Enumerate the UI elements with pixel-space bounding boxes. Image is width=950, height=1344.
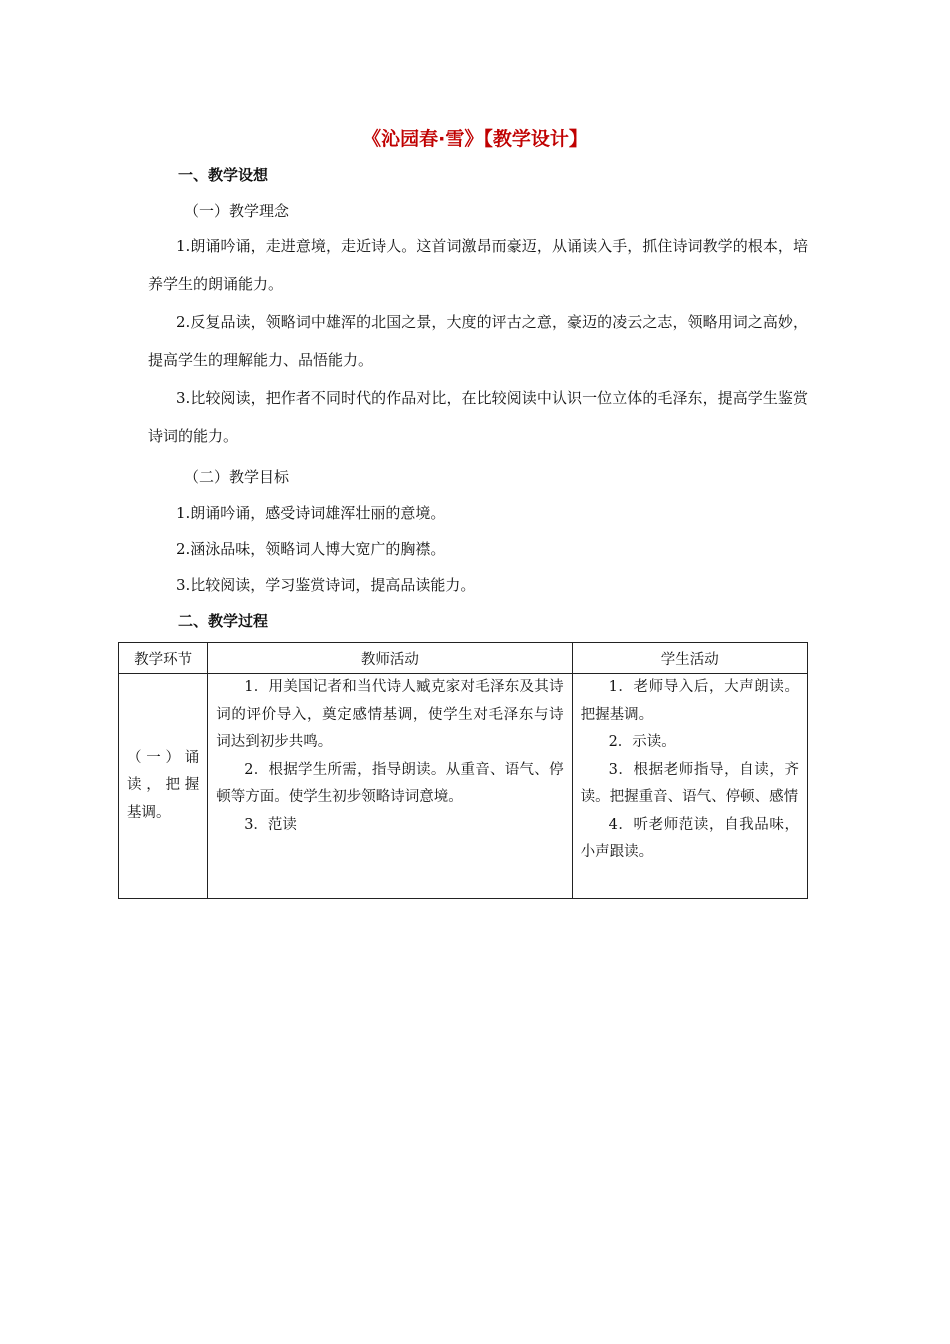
student-activity-line: 2．示读。 [608,734,676,750]
header-teacher-activity: 教师活动 [208,643,572,674]
stage-cell: （一）诵读，把握基调。 [119,674,208,899]
paragraph-philosophy-3: 3.比较阅读，把作者不同时代的作品对比，在比较阅读中认识一位立体的毛泽东，提高学生鉴赏诗词的能力。 [148,389,808,445]
objective-item-3: 3.比较阅读，学习鉴赏诗词，提高品读能力。 [176,576,476,594]
teacher-activity-cell [208,674,572,899]
student-activity-line: 1．老师导入后，大声朗读。把握基调。 [580,679,799,723]
teacher-activity-line: 2．根据学生所需，指导朗读。从重音、语气、停顿等方面。使学生初步领略诗词意境。 [216,761,564,805]
teaching-process-table [118,642,808,899]
objective-item-1: 1.朗诵吟诵，感受诗词雄浑壮丽的意境。 [176,504,446,522]
paragraph-philosophy-2: 2.反复品读，领略词中雄浑的北国之景，大度的评古之意，豪迈的凌云之志，领略用词之高妙，提高学生的理解能力、品悟能力。 [148,313,808,369]
paragraph-philosophy-1: 1.朗诵吟诵，走进意境，走近诗人。这首词激昂而豪迈，从诵读入手，抓住诗词教学的根本，培养学生的朗诵能力。 [148,237,808,293]
section-heading-process: 二、教学过程 [178,612,269,630]
table-row [119,674,808,899]
header-student-activity: 学生活动 [572,643,807,674]
table-header-row [119,643,808,674]
teacher-activity-line: 3．范读 [244,816,297,833]
objective-item-2: 2.涵泳品味，领略词人博大宽广的胸襟。 [176,540,446,558]
student-activity-line: 4．听老师范读，自我品味，小声跟读。 [580,816,799,860]
teacher-activity-line: 1．用美国记者和当代诗人臧克家对毛泽东及其诗词的评价导入，奠定感情基调，使学生对毛泽东与诗词达到初步共鸣。 [216,679,564,750]
subheading-philosophy: （一）教学理念 [184,202,290,220]
header-stage: 教学环节 [119,643,208,674]
document-title: 《沁园春·雪》【教学设计】 [362,128,588,150]
student-activity-cell [572,674,807,899]
subheading-objectives: （二）教学目标 [184,468,290,486]
student-activity-line: 3．根据老师指导，自读，齐读。把握重音、语气、停顿、感情 [580,761,799,805]
section-heading-design: 一、教学设想 [178,166,269,184]
